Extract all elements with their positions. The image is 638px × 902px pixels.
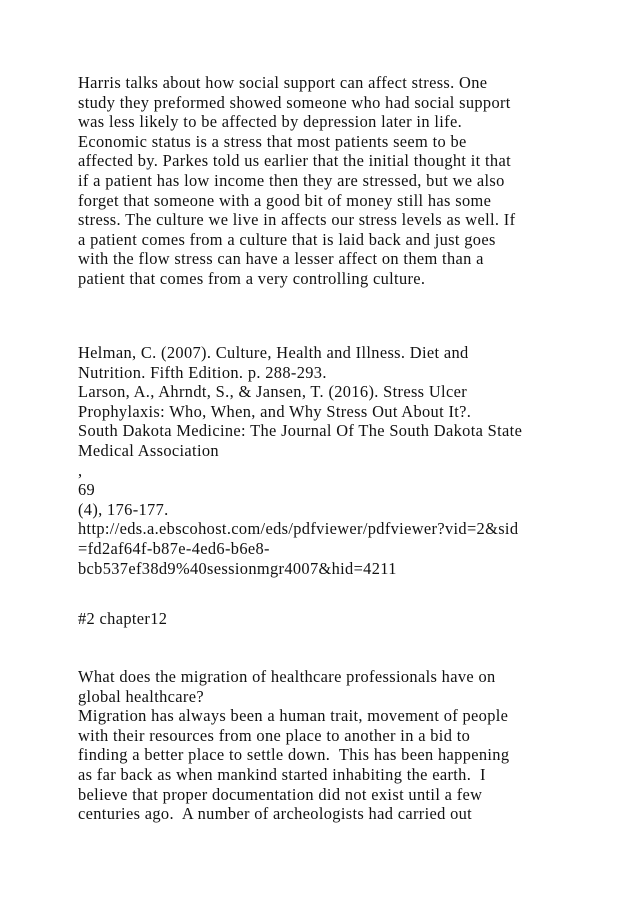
- text-line: with the flow stress can have a lesser affect on them than a: [78, 249, 484, 269]
- text-line: patient that comes from a very controlling culture.: [78, 268, 426, 288]
- reference-url-line: bcb537ef38d9%40sessionmgr4007&hid=4211: [78, 558, 397, 578]
- text-line: as far back as when mankind started inhabiting the earth. I: [78, 764, 486, 784]
- section-heading-text: #2 chapter12: [78, 609, 168, 628]
- text-line: forget that someone with a good bit of money still has some: [78, 190, 492, 210]
- section-heading: [78, 609, 598, 629]
- reference-line: Nutrition. Fifth Edition. p. 288-293.: [78, 362, 327, 382]
- reference-url-line: http://eds.a.ebscohost.com/eds/pdfviewer/pdfviewer?vid=2&sid: [78, 519, 519, 539]
- reference-line: Helman, C. (2007). Culture, Health and Illness. Diet and: [78, 343, 469, 362]
- reference-line: ,: [78, 460, 83, 480]
- text-line: stress. The culture we live in affects our stress levels as well. If: [78, 210, 516, 230]
- text-line: centuries ago. A number of archeologists had carried out: [78, 804, 473, 824]
- text-line: if a patient has low income then they are stressed, but we also: [78, 170, 505, 190]
- text-line: believe that proper documentation did not exist until a few: [78, 784, 483, 804]
- text-line: Harris talks about how social support can affect stress. One: [78, 73, 488, 92]
- reference-line: Larson, A., Ahrndt, S., & Jansen, T. (2016). Stress Ulcer: [78, 382, 468, 402]
- reference-line: (4), 176-177.: [78, 499, 169, 519]
- text-line: global healthcare?: [78, 686, 204, 706]
- text-line: with their resources from one place to another in a bid to: [78, 725, 471, 745]
- reference-line: Prophylaxis: Who, When, and Why Stress Out About It?.: [78, 401, 472, 421]
- text-line: What does the migration of healthcare professionals have on: [78, 667, 496, 686]
- reference-url-line: =fd2af64f-b87e-4ed6-b6e8-: [78, 538, 270, 558]
- text-line: finding a better place to settle down. This has been happening: [78, 745, 510, 765]
- references-list: [78, 343, 598, 578]
- reference-line: 69: [78, 480, 96, 500]
- text-line: a patient comes from a culture that is laid back and just goes: [78, 229, 496, 249]
- paragraph-social-support: [78, 73, 598, 289]
- reference-line: Medical Association: [78, 440, 219, 460]
- text-line: Economic status is a stress that most patients seem to be: [78, 131, 467, 151]
- paragraph-migration: [78, 667, 598, 824]
- text-line: affected by. Parkes told us earlier that the initial thought it that: [78, 151, 511, 171]
- reference-line: South Dakota Medicine: The Journal Of The South Dakota State: [78, 421, 523, 441]
- text-line: study they preformed showed someone who had social support: [78, 92, 511, 112]
- text-line: Migration has always been a human trait, movement of people: [78, 706, 509, 726]
- text-line: was less likely to be affected by depression later in life.: [78, 112, 463, 132]
